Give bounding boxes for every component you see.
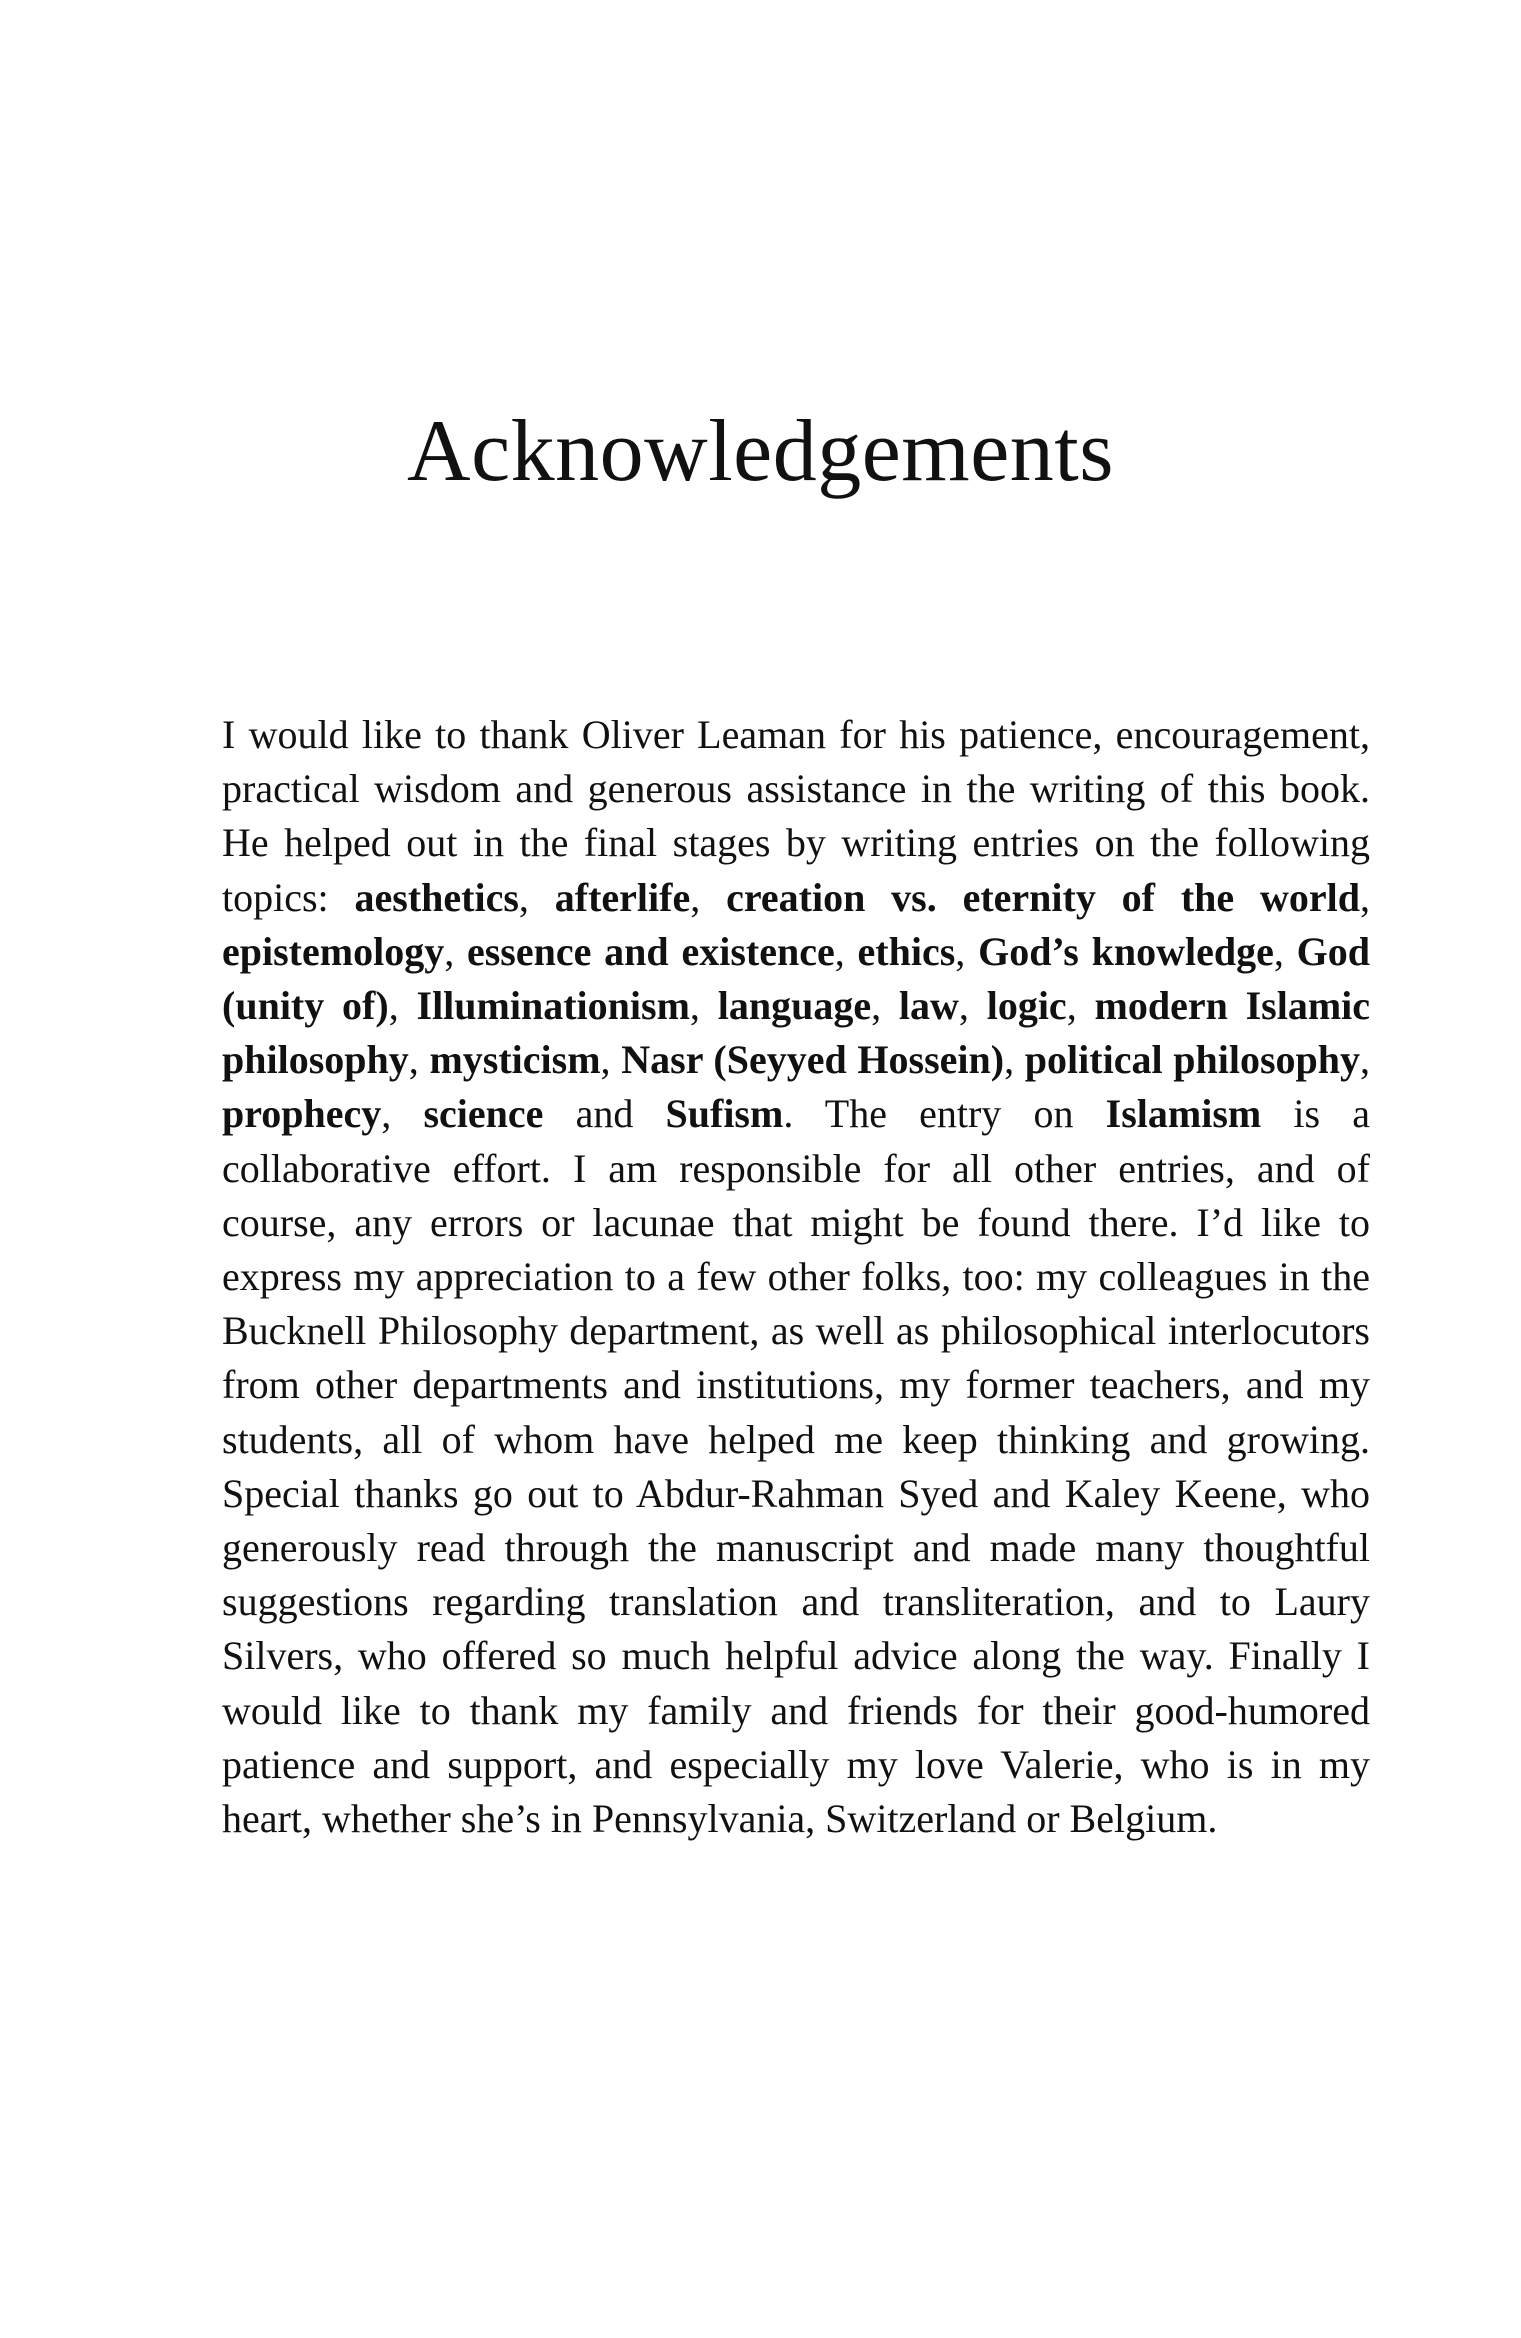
separator: ,: [1360, 874, 1371, 920]
separator: and: [543, 1091, 666, 1137]
topic-essence-existence: essence and existence: [466, 928, 835, 974]
topic-modern-islamic-philosophy: modern Islamic philosophy: [222, 983, 1371, 1083]
separator: ,: [871, 983, 899, 1029]
topic-ethics: ethics: [857, 928, 956, 974]
separator: ,: [600, 1037, 622, 1083]
topic-sufism: Sufism: [665, 1091, 784, 1137]
topic-law: law: [898, 983, 959, 1029]
separator: ,: [408, 1037, 430, 1083]
separator: ,: [1360, 1037, 1371, 1083]
paragraph-text: I would like to thank Oliver Leaman for his patience, encouragement, practical wisdom and generous assistance in the writing of this book. He helped out in the final stages by writing entries on the following topics:: [222, 712, 1370, 920]
topic-prophecy: prophecy: [222, 1091, 382, 1137]
topic-creation: creation vs. eternity of the world: [726, 874, 1361, 920]
topic-aesthetics: aesthetics: [354, 874, 519, 920]
topic-illuminationism: Illuminationism: [416, 983, 690, 1029]
separator: ,: [955, 928, 979, 974]
separator: ,: [388, 983, 417, 1029]
topic-gods-knowledge: God’s knowledge: [978, 928, 1274, 974]
separator: ,: [689, 983, 718, 1029]
topic-nasr: Nasr (Seyyed Hossein): [621, 1037, 1005, 1083]
topic-logic: logic: [986, 983, 1067, 1029]
page-title: Acknowledgements: [407, 403, 1114, 500]
topic-science: science: [423, 1091, 544, 1137]
separator: ,: [690, 874, 727, 920]
topic-language: language: [717, 983, 872, 1029]
separator: ,: [518, 874, 555, 920]
separator: ,: [381, 1091, 424, 1137]
topic-god-unity: God (unity of): [222, 928, 1371, 1029]
separator: ,: [444, 928, 467, 974]
topic-mysticism: mysticism: [429, 1037, 601, 1083]
separator: ,: [1273, 928, 1297, 974]
paragraph-text: . The entry on: [783, 1091, 1106, 1137]
topic-afterlife: afterlife: [554, 874, 691, 920]
topic-islamism: Islamism: [1105, 1091, 1262, 1137]
topic-political-philosophy: political philosophy: [1024, 1037, 1361, 1083]
separator: ,: [834, 928, 858, 974]
paragraph-text: is a collaborative effort. I am responsible for all other entries, and of course, any errors or lacunae that might be found there. I’d like to express my appreciation to a few other folks, too: my colleagues in the Bucknell Philosophy department, as well as philosophical interlocutors from other departments and institutions, my former teachers, and my students, all of whom have helped me keep thinking and growing. Special thanks go out to Abdur-Rahman Syed and Kaley Keene, who generously read through the manuscript and made many thoughtful suggestions regarding translation and transliteration, and to Laury Silvers, who offered so much helpful advice along the way. Finally I would like to thank my family and friends for their good-humored patience and support, and especially my love Valerie, who is in my heart, whether she’s in Pennsylvania, Switzerland or Belgium.: [222, 1091, 1370, 1842]
topic-epistemology: epistemology: [222, 928, 445, 974]
separator: ,: [958, 983, 987, 1029]
acknowledgements-paragraph: [222, 708, 1370, 1846]
separator: ,: [1066, 983, 1095, 1029]
separator: ,: [1004, 1037, 1025, 1083]
